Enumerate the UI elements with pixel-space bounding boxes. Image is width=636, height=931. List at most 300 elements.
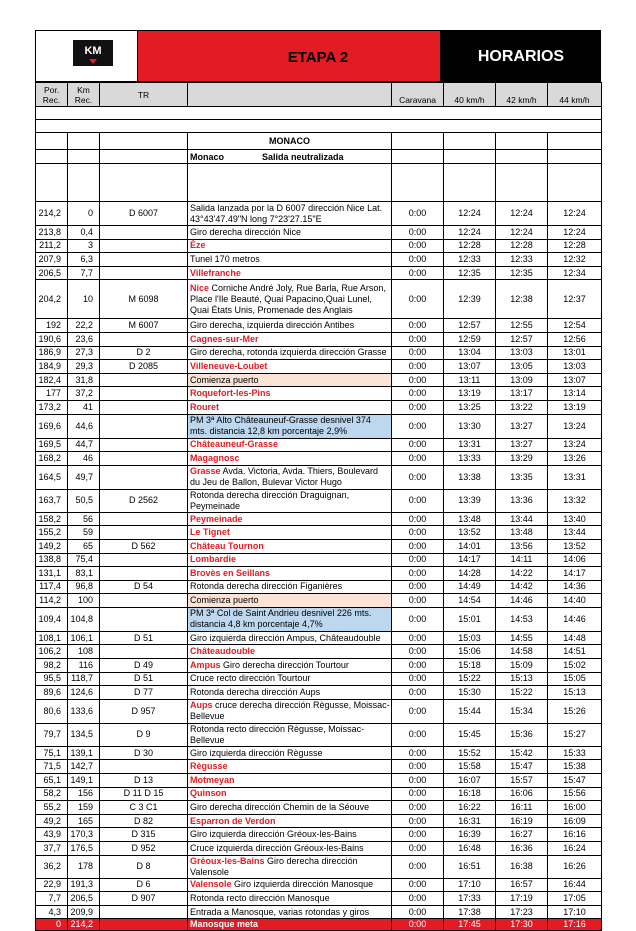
time-t42-cell: 13:03 (496, 346, 548, 360)
tr-road-cell: D 952 (100, 842, 188, 856)
time-car-cell: 0:00 (392, 280, 444, 319)
km-rec-cell: 133,6 (68, 699, 100, 723)
place-name: Aups (190, 700, 213, 711)
time-t42-cell: 13:44 (496, 512, 548, 526)
tr-road-cell (100, 253, 188, 267)
km-rec-cell: 206,5 (68, 892, 100, 906)
route-description-cell (188, 202, 392, 226)
time-t42-cell: 12:33 (496, 253, 548, 267)
time-t42-cell: 16:19 (496, 814, 548, 828)
time-t44-cell: 14:46 (548, 607, 602, 631)
table-row (36, 266, 602, 280)
tr-road-cell (100, 607, 188, 631)
table-row (36, 607, 602, 631)
time-car-cell: 0:00 (392, 631, 444, 645)
tr-road-cell: D 2562 (100, 489, 188, 512)
time-car-cell: 0:00 (392, 580, 444, 594)
time-t44-cell: 13:52 (548, 539, 602, 553)
km-rec-cell: 134,5 (68, 723, 100, 746)
place-name: Lombardie (190, 554, 237, 565)
time-t40-cell: 13:48 (444, 512, 496, 526)
km-rec-cell: 31,8 (68, 373, 100, 387)
finish-place: Manosque meta (188, 919, 392, 931)
km-logo (73, 40, 113, 66)
time-t44-cell: 15:26 (548, 699, 602, 723)
route-description-cell (188, 723, 392, 746)
time-t40-cell: 15:45 (444, 723, 496, 746)
por-rec-cell: 155,2 (36, 526, 68, 540)
stage-timetable-sheet (35, 30, 601, 931)
tr-road-cell: D 907 (100, 892, 188, 906)
place-name: Villefranche (190, 267, 241, 278)
table-row (36, 686, 602, 700)
time-t44-cell: 14:40 (548, 594, 602, 608)
tr-road-cell: D 562 (100, 539, 188, 553)
time-t42-cell: 17:23 (496, 905, 548, 919)
route-description-cell (188, 855, 392, 878)
finish-time-car-cell: 0:00 (392, 919, 444, 931)
time-t44-cell: 13:19 (548, 400, 602, 414)
time-car-cell: 0:00 (392, 567, 444, 581)
time-t44-cell: 13:24 (548, 414, 602, 438)
time-t44-cell: 13:26 (548, 452, 602, 466)
place-name: Règusse (190, 761, 228, 772)
route-description-cell (188, 253, 392, 267)
table-row (36, 892, 602, 906)
start-city-heading: MONACO (188, 133, 392, 150)
route-description-cell (188, 239, 392, 253)
table-row (36, 828, 602, 842)
tr-road-cell: M 6007 (100, 319, 188, 333)
time-car-cell: 0:00 (392, 828, 444, 842)
time-t42-cell: 15:42 (496, 746, 548, 760)
route-instruction: Rotonda derecha dirección Draguignan, Peymeinade (190, 489, 350, 511)
time-t40-cell: 13:11 (444, 373, 496, 387)
table-row (36, 226, 602, 240)
time-t40-cell: 15:01 (444, 607, 496, 631)
time-car-cell: 0:00 (392, 414, 444, 438)
time-car-cell: 0:00 (392, 373, 444, 387)
route-description-cell (188, 842, 392, 856)
table-row (36, 239, 602, 253)
route-instruction: Comienza puerto (190, 595, 259, 606)
time-t42-cell: 15:34 (496, 699, 548, 723)
km-rec-cell: 27,3 (68, 346, 100, 360)
por-rec-cell: 109,4 (36, 607, 68, 631)
time-t42-cell: 13:29 (496, 452, 548, 466)
spacer-row (36, 164, 602, 202)
time-car-cell: 0:00 (392, 760, 444, 774)
time-t40-cell: 13:19 (444, 387, 496, 401)
tr-road-cell (100, 332, 188, 346)
km-rec-cell: 44,6 (68, 414, 100, 438)
time-t40-cell: 13:30 (444, 414, 496, 438)
start-place (188, 150, 392, 164)
km-rec-cell: 209,9 (68, 905, 100, 919)
por-rec-cell: 169,6 (36, 414, 68, 438)
tr-road-cell: D 315 (100, 828, 188, 842)
time-car-cell: 0:00 (392, 892, 444, 906)
time-car-cell: 0:00 (392, 594, 444, 608)
column-header-row (36, 83, 602, 107)
time-car-cell: 0:00 (392, 465, 444, 489)
place-name: Motmeyan (190, 774, 235, 785)
tr-road-cell (100, 553, 188, 567)
route-description-cell (188, 400, 392, 414)
time-car-cell: 0:00 (392, 855, 444, 878)
place-name: Ampus (190, 659, 221, 670)
por-rec-cell: 114,2 (36, 594, 68, 608)
por-rec-cell: 4,3 (36, 905, 68, 919)
time-t42-cell: 14:55 (496, 631, 548, 645)
route-description-cell (188, 645, 392, 659)
tr-road-cell (100, 239, 188, 253)
km-rec-cell: 23,6 (68, 332, 100, 346)
time-t40-cell: 12:57 (444, 319, 496, 333)
tr-road-cell (100, 414, 188, 438)
por-rec-cell: 169,5 (36, 438, 68, 452)
km-rec-cell: 7,7 (68, 266, 100, 280)
table-row (36, 373, 602, 387)
table-row (36, 746, 602, 760)
km-rec-cell: 149,1 (68, 774, 100, 788)
tr-road-cell: D 2085 (100, 360, 188, 374)
time-t44-cell: 16:44 (548, 878, 602, 892)
time-t44-cell: 16:09 (548, 814, 602, 828)
route-description-cell (188, 659, 392, 673)
route-description-cell (188, 360, 392, 374)
route-description-cell (188, 539, 392, 553)
por-rec-cell: 75,1 (36, 746, 68, 760)
por-rec-cell: 37,7 (36, 842, 68, 856)
time-t44-cell: 13:31 (548, 465, 602, 489)
time-car-cell: 0:00 (392, 814, 444, 828)
route-instruction: Giro izquierda dirección Ampus, Châteaudouble (190, 632, 381, 643)
tr-road-cell: D 51 (100, 672, 188, 686)
time-car-cell: 0:00 (392, 526, 444, 540)
km-rec-cell: 139,1 (68, 746, 100, 760)
place-name: Valensole (190, 879, 232, 890)
km-rec-cell: 22,2 (68, 319, 100, 333)
time-t40-cell: 13:25 (444, 400, 496, 414)
time-t44-cell: 16:16 (548, 828, 602, 842)
por-rec-cell: 36,2 (36, 855, 68, 878)
table-row (36, 465, 602, 489)
time-t40-cell: 15:44 (444, 699, 496, 723)
table-row (36, 346, 602, 360)
time-t42-cell: 15:57 (496, 774, 548, 788)
time-t40-cell: 14:54 (444, 594, 496, 608)
por-rec-cell: 182,4 (36, 373, 68, 387)
route-description-cell (188, 319, 392, 333)
time-t40-cell: 12:35 (444, 266, 496, 280)
time-t40-cell: 12:24 (444, 226, 496, 240)
por-rec-cell: 190,6 (36, 332, 68, 346)
route-instruction: Tunel 170 metros (190, 253, 260, 264)
time-car-cell: 0:00 (392, 553, 444, 567)
time-car-cell: 0:00 (392, 607, 444, 631)
table-row (36, 400, 602, 414)
por-rec-cell: 213,8 (36, 226, 68, 240)
km-rec-cell: 170,3 (68, 828, 100, 842)
time-t44-cell: 12:32 (548, 253, 602, 267)
time-t40-cell: 12:28 (444, 239, 496, 253)
km-rec-cell: 10 (68, 280, 100, 319)
col-40kmh: 40 km/h (444, 83, 496, 107)
time-t42-cell: 13:48 (496, 526, 548, 540)
header-left-cell (35, 30, 137, 82)
por-rec-cell: 106,2 (36, 645, 68, 659)
time-t42-cell: 14:58 (496, 645, 548, 659)
time-car-cell: 0:00 (392, 452, 444, 466)
km-rec-cell: 29,3 (68, 360, 100, 374)
place-name: Gréoux-les-Bains (190, 855, 265, 866)
time-car-cell: 0:00 (392, 202, 444, 226)
time-t44-cell: 16:00 (548, 801, 602, 815)
time-t44-cell: 14:48 (548, 631, 602, 645)
route-description-cell (188, 814, 392, 828)
spacer-row (36, 107, 602, 120)
por-rec-cell: 177 (36, 387, 68, 401)
km-rec-cell: 100 (68, 594, 100, 608)
table-row (36, 723, 602, 746)
time-t42-cell: 14:53 (496, 607, 548, 631)
place-name: Nice (190, 282, 210, 293)
route-description-cell (188, 801, 392, 815)
time-car-cell: 0:00 (392, 266, 444, 280)
time-t44-cell: 15:27 (548, 723, 602, 746)
tr-road-cell (100, 919, 188, 931)
time-t42-cell: 13:27 (496, 414, 548, 438)
time-t44-cell: 17:05 (548, 892, 602, 906)
time-t40-cell: 16:07 (444, 774, 496, 788)
table-row (36, 202, 602, 226)
tr-road-cell: D 9 (100, 723, 188, 746)
table-row (36, 672, 602, 686)
table-row (36, 631, 602, 645)
time-t44-cell: 12:24 (548, 202, 602, 226)
time-car-cell: 0:00 (392, 346, 444, 360)
route-instruction: Entrada a Manosque, varias rotondas y giros (190, 906, 370, 917)
time-t42-cell: 15:13 (496, 672, 548, 686)
route-instruction: Rotonda recto dirección Manosque (190, 892, 330, 903)
route-description-cell (188, 553, 392, 567)
tr-road-cell (100, 645, 188, 659)
time-t40-cell: 14:49 (444, 580, 496, 594)
km-rec-cell: 6,3 (68, 253, 100, 267)
time-t44-cell: 12:28 (548, 239, 602, 253)
route-instruction: Comienza puerto (190, 374, 259, 385)
por-rec-cell: 204,2 (36, 280, 68, 319)
tr-road-cell (100, 226, 188, 240)
km-rec-cell: 108 (68, 645, 100, 659)
por-rec-cell: 211,2 (36, 239, 68, 253)
time-t44-cell: 13:32 (548, 489, 602, 512)
time-t44-cell: 14:36 (548, 580, 602, 594)
time-t42-cell: 14:46 (496, 594, 548, 608)
time-t40-cell: 15:06 (444, 645, 496, 659)
time-t42-cell: 16:11 (496, 801, 548, 815)
sheet-header (35, 30, 601, 82)
route-description-cell (188, 332, 392, 346)
route-description-cell (188, 892, 392, 906)
route-instruction: Corniche André Joly, Rue Barla, Rue Arson, Place l'Ile Beauté, Quai Papacino,Quai Lunel, Quai États Unis, Promenade des Anglais (190, 282, 386, 315)
route-instruction: Giro derecha dirección Nice (190, 226, 302, 237)
time-t42-cell: 15:36 (496, 723, 548, 746)
tr-road-cell (100, 438, 188, 452)
route-instruction: Giro derecha dirección Chemin de la Séouve (190, 802, 370, 813)
km-rec-cell: 142,7 (68, 760, 100, 774)
finish-time-t42-cell: 17:30 (496, 919, 548, 931)
time-car-cell: 0:00 (392, 253, 444, 267)
table-row (36, 594, 602, 608)
time-t40-cell: 12:33 (444, 253, 496, 267)
time-t40-cell: 13:07 (444, 360, 496, 374)
tr-road-cell: D 6007 (100, 202, 188, 226)
time-t42-cell: 13:35 (496, 465, 548, 489)
time-car-cell: 0:00 (392, 438, 444, 452)
col-km-rec: Km Rec. (68, 83, 100, 107)
por-rec-cell: 65,1 (36, 774, 68, 788)
por-rec-cell: 184,9 (36, 360, 68, 374)
por-rec-cell: 149,2 (36, 539, 68, 553)
start-city-row (36, 133, 602, 150)
time-t44-cell: 14:06 (548, 553, 602, 567)
time-t42-cell: 14:42 (496, 580, 548, 594)
time-t40-cell: 16:51 (444, 855, 496, 878)
time-t40-cell: 14:28 (444, 567, 496, 581)
time-t42-cell: 12:38 (496, 280, 548, 319)
por-rec-cell: 80,6 (36, 699, 68, 723)
time-car-cell: 0:00 (392, 878, 444, 892)
route-instruction: Giro izquierda dirección Gréoux-les-Bains (190, 829, 357, 840)
time-t42-cell: 13:56 (496, 539, 548, 553)
time-t40-cell: 12:59 (444, 332, 496, 346)
time-t40-cell: 16:39 (444, 828, 496, 842)
time-t44-cell: 12:37 (548, 280, 602, 319)
time-t40-cell: 17:33 (444, 892, 496, 906)
route-instruction: Giro derecha, rotonda izquierda dirección Grasse (190, 347, 387, 358)
route-description-cell (188, 878, 392, 892)
time-car-cell: 0:00 (392, 360, 444, 374)
time-t40-cell: 15:58 (444, 760, 496, 774)
km-rec-cell: 106,1 (68, 631, 100, 645)
time-t42-cell: 14:22 (496, 567, 548, 581)
km-logo-text: KM (84, 45, 102, 57)
km-rec-cell: 116 (68, 659, 100, 673)
route-description-cell (188, 760, 392, 774)
time-t40-cell: 15:18 (444, 659, 496, 673)
tr-road-cell: D 2 (100, 346, 188, 360)
table-row (36, 280, 602, 319)
time-t42-cell: 16:57 (496, 878, 548, 892)
time-t44-cell: 12:54 (548, 319, 602, 333)
por-rec-cell: 168,2 (36, 452, 68, 466)
col-por-rec: Por. Rec. (36, 83, 68, 107)
time-car-cell: 0:00 (392, 539, 444, 553)
por-rec-cell: 22,9 (36, 878, 68, 892)
km-rec-cell: 124,6 (68, 686, 100, 700)
por-rec-cell: 108,1 (36, 631, 68, 645)
tr-road-cell (100, 387, 188, 401)
por-rec-cell: 55,2 (36, 801, 68, 815)
por-rec-cell: 89,6 (36, 686, 68, 700)
table-row (36, 855, 602, 878)
finish-time-t44-cell: 17:16 (548, 919, 602, 931)
time-t44-cell: 16:26 (548, 855, 602, 878)
time-t42-cell: 16:36 (496, 842, 548, 856)
place-name: Quinson (190, 788, 227, 799)
place-name: Villeneuve-Loubet (190, 360, 268, 371)
time-t44-cell: 13:40 (548, 512, 602, 526)
time-t42-cell: 13:27 (496, 438, 548, 452)
route-description-cell (188, 280, 392, 319)
km-rec-cell: 49,7 (68, 465, 100, 489)
time-car-cell: 0:00 (392, 787, 444, 801)
tr-road-cell (100, 760, 188, 774)
table-row (36, 567, 602, 581)
time-car-cell: 0:00 (392, 332, 444, 346)
place-name: Esparron de Verdon (190, 815, 276, 826)
tr-road-cell (100, 266, 188, 280)
table-row (36, 814, 602, 828)
time-t40-cell: 14:17 (444, 553, 496, 567)
por-rec-cell: 173,2 (36, 400, 68, 414)
km-rec-cell: 37,2 (68, 387, 100, 401)
time-t42-cell: 13:22 (496, 400, 548, 414)
place-name: Peymeinade (190, 513, 243, 524)
tr-road-cell (100, 400, 188, 414)
time-car-cell: 0:00 (392, 645, 444, 659)
route-instruction: Giro derecha dirección Tourtour (220, 659, 349, 670)
table-row (36, 332, 602, 346)
tr-road-cell: D 6 (100, 878, 188, 892)
route-description-cell (188, 594, 392, 608)
time-t44-cell: 14:17 (548, 567, 602, 581)
km-rec-cell: 3 (68, 239, 100, 253)
route-description-cell (188, 452, 392, 466)
time-t40-cell: 13:39 (444, 489, 496, 512)
table-row (36, 253, 602, 267)
por-rec-cell: 79,7 (36, 723, 68, 746)
route-instruction: Rotonda recto dirección Règusse, Moissac-Bellevue (190, 723, 365, 745)
time-t44-cell: 15:02 (548, 659, 602, 673)
table-row (36, 539, 602, 553)
route-description-cell (188, 438, 392, 452)
km-rec-cell: 156 (68, 787, 100, 801)
por-rec-cell: 192 (36, 319, 68, 333)
col-tr: TR (100, 83, 188, 107)
route-instruction: Cruce izquierda dirección Gréoux-les-Bains (190, 842, 364, 853)
stage-title: ETAPA 2 (137, 30, 441, 82)
time-t42-cell: 15:22 (496, 686, 548, 700)
route-instruction: PM 3ª Alto Châteauneuf-Grasse desnivel 374 mts. distancia 12,8 km porcentaje 2,9% (190, 415, 371, 437)
tr-road-cell (100, 567, 188, 581)
time-t44-cell: 12:34 (548, 266, 602, 280)
route-description-cell (188, 607, 392, 631)
time-t40-cell: 14:01 (444, 539, 496, 553)
time-t40-cell: 15:22 (444, 672, 496, 686)
route-description-cell (188, 512, 392, 526)
por-rec-cell: 95,5 (36, 672, 68, 686)
tr-road-cell (100, 512, 188, 526)
time-t40-cell: 13:31 (444, 438, 496, 452)
time-t44-cell: 13:07 (548, 373, 602, 387)
km-rec-cell: 56 (68, 512, 100, 526)
time-t42-cell: 12:55 (496, 319, 548, 333)
table-row (36, 553, 602, 567)
tr-road-cell: D 82 (100, 814, 188, 828)
